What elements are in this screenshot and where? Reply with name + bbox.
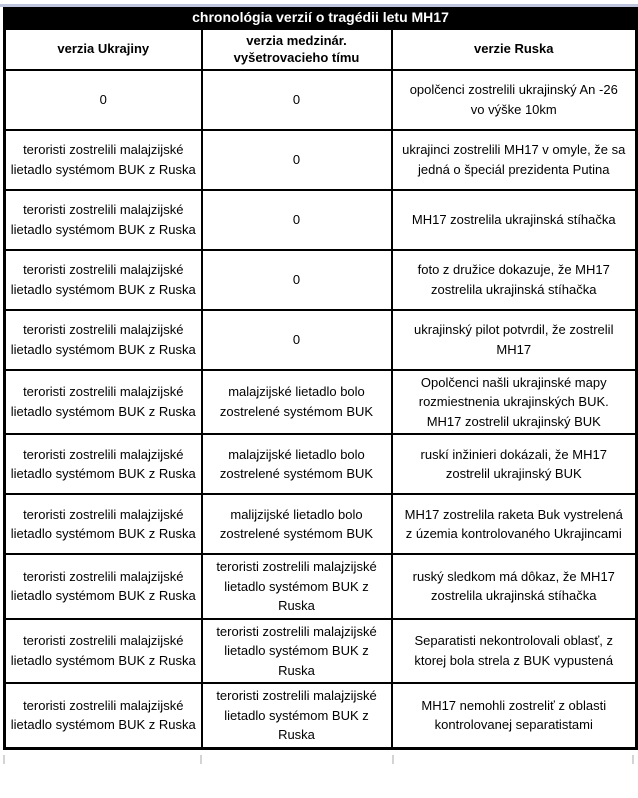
cell-ukraine-version: teroristi zostrelili malajzijské lietadlo systémom BUK z Ruska xyxy=(5,434,202,494)
cell-international-team-version: teroristi zostrelili malajzijské lietadlo systémom BUK z Ruska xyxy=(202,683,392,748)
cell-international-team-version: 0 xyxy=(202,130,392,190)
cell-russia-version: Separatisti nekontrolovali oblasť, z ktorej bola strela z BUK vypustená xyxy=(392,619,637,684)
table-row xyxy=(5,370,637,435)
table-row xyxy=(5,683,637,748)
column-border-stubs xyxy=(0,755,638,767)
cell-international-team-version: malajzijské lietadlo bolo zostrelené systémom BUK xyxy=(202,434,392,494)
cell-international-team-version: 0 xyxy=(202,250,392,310)
table-row xyxy=(5,619,637,684)
table-row xyxy=(5,434,637,494)
table-row xyxy=(5,130,637,190)
top-edge-artifact xyxy=(0,4,638,7)
cell-russia-version: ruský sledkom má dôkaz, že MH17 zostrelila ukrajinská stíhačka xyxy=(392,554,637,619)
cell-international-team-version: 0 xyxy=(202,310,392,370)
border-stub xyxy=(632,755,634,764)
border-stub xyxy=(3,755,5,764)
cell-russia-version: foto z družice dokazuje, že MH17 zostrelila ukrajinská stíhačka xyxy=(392,250,637,310)
column-header-russia-version: verzie Ruska xyxy=(392,29,637,70)
cell-international-team-version: teroristi zostrelili malajzijské lietadlo systémom BUK z Ruska xyxy=(202,554,392,619)
table-row xyxy=(5,310,637,370)
table-row xyxy=(5,190,637,250)
table-header-row xyxy=(5,29,637,70)
cell-russia-version: MH17 zostrelila raketa Buk vystrelená z územia kontrolovaného Ukrajincami xyxy=(392,494,637,554)
cell-russia-version: MH17 nemohli zostreliť z oblasti kontrolovanej separatistami xyxy=(392,683,637,748)
border-stub xyxy=(392,755,394,764)
table-body xyxy=(5,70,637,749)
cell-ukraine-version: 0 xyxy=(5,70,202,130)
table-title: chronológia verzií o tragédii letu MH17 xyxy=(5,6,637,29)
cell-ukraine-version: teroristi zostrelili malajzijské lietadlo systémom BUK z Ruska xyxy=(5,683,202,748)
cell-international-team-version: malijzijské lietadlo bolo zostrelené systémom BUK xyxy=(202,494,392,554)
mh17-versions-table xyxy=(3,4,638,750)
cell-ukraine-version: teroristi zostrelili malajzijské lietadlo systémom BUK z Ruska xyxy=(5,190,202,250)
cell-international-team-version: malajzijské lietadlo bolo zostrelené systémom BUK xyxy=(202,370,392,435)
cell-ukraine-version: teroristi zostrelili malajzijské lietadlo systémom BUK z Ruska xyxy=(5,310,202,370)
table-row xyxy=(5,250,637,310)
cell-ukraine-version: teroristi zostrelili malajzijské lietadlo systémom BUK z Ruska xyxy=(5,619,202,684)
cell-russia-version: Opolčenci našli ukrajinské mapy rozmiestnenia ukrajinských BUK. MH17 zostrelil ukrajinský BUK xyxy=(392,370,637,435)
cell-russia-version: MH17 zostrelila ukrajinská stíhačka xyxy=(392,190,637,250)
cell-international-team-version: 0 xyxy=(202,190,392,250)
table-title-row xyxy=(5,6,637,29)
cell-ukraine-version: teroristi zostrelili malajzijské lietadlo systémom BUK z Ruska xyxy=(5,494,202,554)
cell-ukraine-version: teroristi zostrelili malajzijské lietadlo systémom BUK z Ruska xyxy=(5,250,202,310)
column-header-international-team-version: verzia medzinár. vyšetrovacieho tímu xyxy=(202,29,392,70)
column-header-ukraine-version: verzia Ukrajiny xyxy=(5,29,202,70)
table-row xyxy=(5,70,637,130)
cell-international-team-version: teroristi zostrelili malajzijské lietadlo systémom BUK z Ruska xyxy=(202,619,392,684)
cell-international-team-version: 0 xyxy=(202,70,392,130)
cell-ukraine-version: teroristi zostrelili malajzijské lietadlo systémom BUK z Ruska xyxy=(5,370,202,435)
cell-ukraine-version: teroristi zostrelili malajzijské lietadlo systémom BUK z Ruska xyxy=(5,130,202,190)
border-stub xyxy=(200,755,202,764)
table-row xyxy=(5,494,637,554)
cell-russia-version: opolčenci zostrelili ukrajinský An -26 vo výške 10km xyxy=(392,70,637,130)
cell-russia-version: ukrajinci zostrelili MH17 v omyle, že sa jedná o špeciál prezidenta Putina xyxy=(392,130,637,190)
cell-ukraine-version: teroristi zostrelili malajzijské lietadlo systémom BUK z Ruska xyxy=(5,554,202,619)
table-row xyxy=(5,554,637,619)
cell-russia-version: ruskí inžinieri dokázali, že MH17 zostrelil ukrajinský BUK xyxy=(392,434,637,494)
cell-russia-version: ukrajinský pilot potvrdil, že zostrelil MH17 xyxy=(392,310,637,370)
